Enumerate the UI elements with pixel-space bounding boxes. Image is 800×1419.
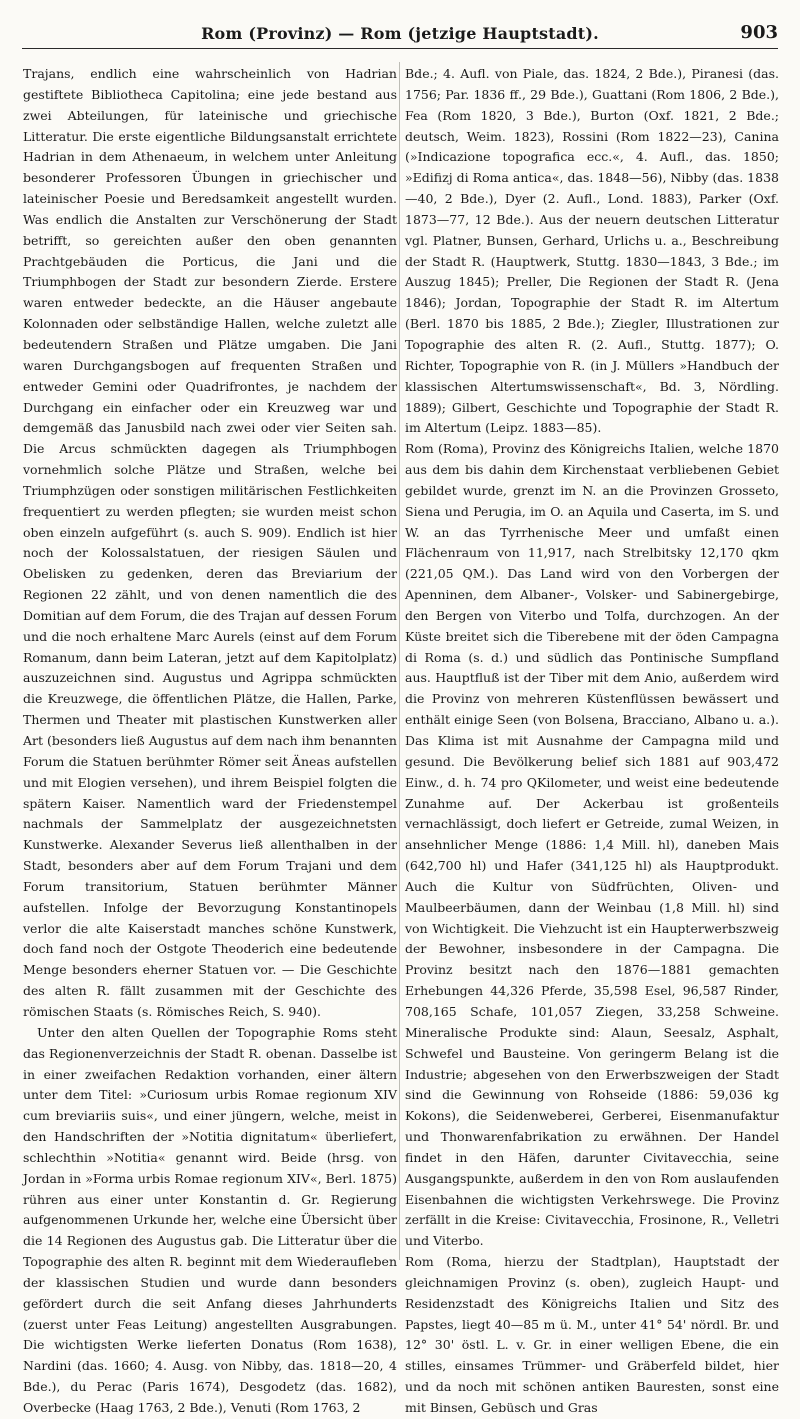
running-head: Rom (Provinz) — Rom (jetzige Hauptstadt). [201, 24, 599, 43]
left-column [23, 64, 397, 1415]
column-divider [399, 62, 400, 1260]
paragraph-libraries-monuments: Trajans, endlich eine wahrscheinlich von Hadrian gestiftete Bibliotheca Capitolina; eine jede bestand aus zwei Abteilungen, für lateinische und griechische Litteratur. Die erste eigentliche Bildungsanstalt errichtete Hadrian in dem Athenaeum, in welchem unter Anleitung besonderer Professoren Übungen in griechischer und lateinischer Poesie und Beredsamkeit angestellt wurden. Was endlich die Anstalten zur Verschönerung der Stadt betrifft, so gereichten außer den oben genannten Prachtgebäuden die Porticus, die Jani und die Triumphbogen der Stadt zur besondern Zierde. Erstere waren entweder bedeckte, an die Häuser angebaute Kolonnaden oder selbständige Hallen, welche zuletzt alle bedeutendern Straßen und Plätze umgaben. Die Jani waren Durchgangsbogen auf frequenten Straßen und entweder Gemini oder Quadrifrontes, je nachdem der Durchgang ein einfacher oder ein Kreuzweg war und demgemäß das Janusbild nach zwei oder vier Seiten sah. Die Arcus schmückten dagegen als Triumphbogen vornehmlich solche Plätze und Straßen, welche bei Triumphzügen oder sonstigen militärischen Festlichkeiten frequentiert zu werden pflegten; sie wurden meist schon oben einzeln aufgeführt (s. auch S. 909). Endlich ist hier noch der Kolossalstatuen, der riesigen Säulen und Obelisken zu gedenken, deren das Breviarium der Regionen 22 zählt, und von denen namentlich die des Domitian auf dem Forum, die des Trajan auf dessen Forum und die noch erhaltene Marc Aurels (einst auf dem Forum Romanum, dann beim Lateran, jetzt auf dem Kapitolplatz) auszuzeichnen sind. Augustus und Agrippa schmückten die Kreuzwege, die öffentlichen Plätze, die Hallen, Parke, Thermen und Theater mit plastischen Kunstwerken aller Art (besonders ließ Augustus auf dem nach ihm benannten Forum die Statuen berühmter Römer seit Äneas aufstellen und mit Elogien versehen), und ihrem Beispiel folgten die spätern Kaiser. Namentlich ward der Friedenstempel nachmals der Sammelplatz der ausgezeichnetsten Kunstwerke. Alexander Severus ließ allenthalben in der Stadt, besonders aber auf dem Forum Trajani und dem Forum transitorium, Statuen berühmter Männer aufstellen. Infolge der Bevorzugung Konstantinopels verlor die alte Kaiserstadt manches schöne Kunstwerk, doch fand noch der Ostgote Theoderich eine bedeutende Menge besonders eherner Statuen vor. — Die Geschichte des alten R. fällt zusammen mit der Geschichte des römischen Staats (s. Römisches Reich, S. 940). [23, 66, 397, 1019]
page-header [22, 14, 778, 49]
paragraph-topography-sources: Unter den alten Quellen der Topographie Roms steht das Regionenverzeichnis der Stadt R. obenan. Dasselbe ist in einer zweifachen Redaktion vorhanden, einer ältern unter dem Titel: »Curiosum urbis Romae regionum XIV cum breviariis suis«, und einer jüngern, welche, meist in den Handschriften der »Notitia dignitatum« überliefert, schlechthin »Notitia« genannt wird. Beide (hrsg. von Jordan in »Forma urbis Romae regionum XIV«, Berl. 1875) rühren aus einer unter Konstantin d. Gr. Regierung aufgenommenen Urkunde her, welche eine Übersicht über die 14 Regionen des Augustus gab. Die Litteratur über die Topographie des alten R. beginnt mit dem Wiederaufleben der klassischen Studien und wurde dann besonders gefördert durch die seit Anfang dieses Jahrhunderts (zuerst unter Feas Leitung) angestellten Ausgrabungen. Die wichtigsten Werke lieferten Donatus (Rom 1638), Nardini (das. 1660; 4. Ausg. von Nibby, das. 1818—20, 4 Bde.), du Perac (Paris 1674), Desgodetz (das. 1682), Overbecke (Haag 1763, 2 Bde.), Venuti (Rom 1763, 2 [23, 1024, 397, 1415]
page-number: 903 [740, 22, 778, 43]
right-column [405, 64, 779, 1415]
paragraph-literature-continued: Bde.; 4. Aufl. von Piale, das. 1824, 2 Bde.), Piranesi (das. 1756; Par. 1836 ff., 29 Bde.), Guattani (Rom 1806, 2 Bde.), Fea (Rom 1820, 3 Bde.), Burton (Oxf. 1821, 2 Bde.; deutsch, Weim. 1823), Rossini (Rom 1822—23), Canina (»Indicazione topografica ecc.«, 4. Aufl., das. 1850; »Edifizj di Roma antica«, das. 1848—56), Nibby (das. 1838—40, 2 Bde.), Dyer (2. Aufl., Lond. 1883), Parker (Oxf. 1873—77, 12 Bde.). Aus der neuern deutschen Litteratur vgl. Platner, Bunsen, Gerhard, Urlichs u. a., Beschreibung der Stadt R. (Hauptwerk, Stuttg. 1830—1843, 3 Bde.; im Auszug 1845); Preller, Die Regionen der Stadt R. (Jena 1846); Jordan, Topographie der Stadt R. im Altertum (Berl. 1870 bis 1885, 2 Bde.); Ziegler, Illustrationen zur Topographie des alten R. (2. Aufl., Stuttg. 1877); O. Richter, Topographie von R. (in J. Müllers »Handbuch der klassischen Altertumswissenschaft«, Bd. 3, Nördling. 1889); Gilbert, Geschichte und Topographie der Stadt R. im Altertum (Leipz. 1883—85). [405, 66, 779, 436]
entry-rom-provinz: Rom (Roma), Provinz des Königreichs Italien, welche 1870 aus dem bis dahin dem Kirchenstaat verbliebenen Gebiet gebildet wurde, grenzt im N. an die Provinzen Grosseto, Siena und Perugia, im O. an Aquila und Caserta, im S. und W. an das Tyrrhenische Meer und umfaßt einen Flächenraum von 11,917, nach Strelbitsky 12,170 qkm (221,05 QM.). Das Land wird von den Vorbergen der Apenninen, dem Albaner-, Volsker- und Sabinergebirge, den Bergen von Viterbo und Tolfa, durchzogen. An der Küste breitet sich die Tiberebene mit der öden Campagna di Roma (s. d.) und südlich das Pontinische Sumpfland aus. Hauptfluß ist der Tiber mit dem Anio, außerdem wird die Provinz von mehreren Küstenflüssen bewässert und enthält einige Seen (von Bolsena, Bracciano, Albano u. a.). Das Klima ist mit Ausnahme der Campagna mild und gesund. Die Bevölkerung belief sich 1881 auf 903,472 Einw., d. h. 74 pro QKilometer, und weist eine bedeutende Zunahme auf. Der Ackerbau ist großenteils vernachlässigt, doch liefert er Getreide, zumal Weizen, in ansehnlicher Menge (1886: 1,4 Mill. hl), daneben Mais (642,700 hl) und Hafer (341,125 hl) als Hauptprodukt. Auch die Kultur von Südfrüchten, Oliven- und Maulbeerbäumen, dann der Weinbau (1,8 Mill. hl) sind von Wichtigkeit. Die Viehzucht ist ein Haupterwerbszweig der Bewohner, insbesondere in der Campagna. Die Provinz besitzt nach den 1876—1881 gemachten Erhebungen 44,326 Pferde, 35,598 Esel, 96,587 Rinder, 708,165 Schafe, 101,057 Ziegen, 33,258 Schweine. Mineralische Produkte sind: Alaun, Seesalz, Asphalt, Schwefel und Bausteine. Von geringerm Belang ist die Industrie; abgesehen von den Erwerbszweigen der Stadt sind die Gewinnung von Rohseide (1886: 59,036 kg Kokons), die Seidenweberei, Gerberei, Eisenmanufaktur und Thonwarenfabrikation zu erwähnen. Der Handel findet in den Häfen, darunter Civitavecchia, seine Ausgangspunkte, außerdem in den von Rom auslaufenden Eisenbahnen die wichtigsten Verkehrswege. Die Provinz zerfällt in die Kreise: Civitavecchia, Frosinone, R., Velletri und Viterbo. [405, 441, 779, 1249]
entry-rom-hauptstadt: Rom (Roma, hierzu der Stadtplan), Hauptstadt der gleichnamigen Provinz (s. oben), zugleich Haupt- und Residenzstadt des Königreichs Italien und Sitz des Papstes, liegt 40—85 m ü. M., unter 41° 54' nördl. Br. und 12° 30' östl. L. v. Gr. in einer welligen Ebene, die ein stilles, einsames Trümmer- und Gräberfeld bildet, hier und da noch mit schönen antiken Bauresten, sonst eine mit Binsen, Gebüsch und Gras [405, 1254, 779, 1415]
